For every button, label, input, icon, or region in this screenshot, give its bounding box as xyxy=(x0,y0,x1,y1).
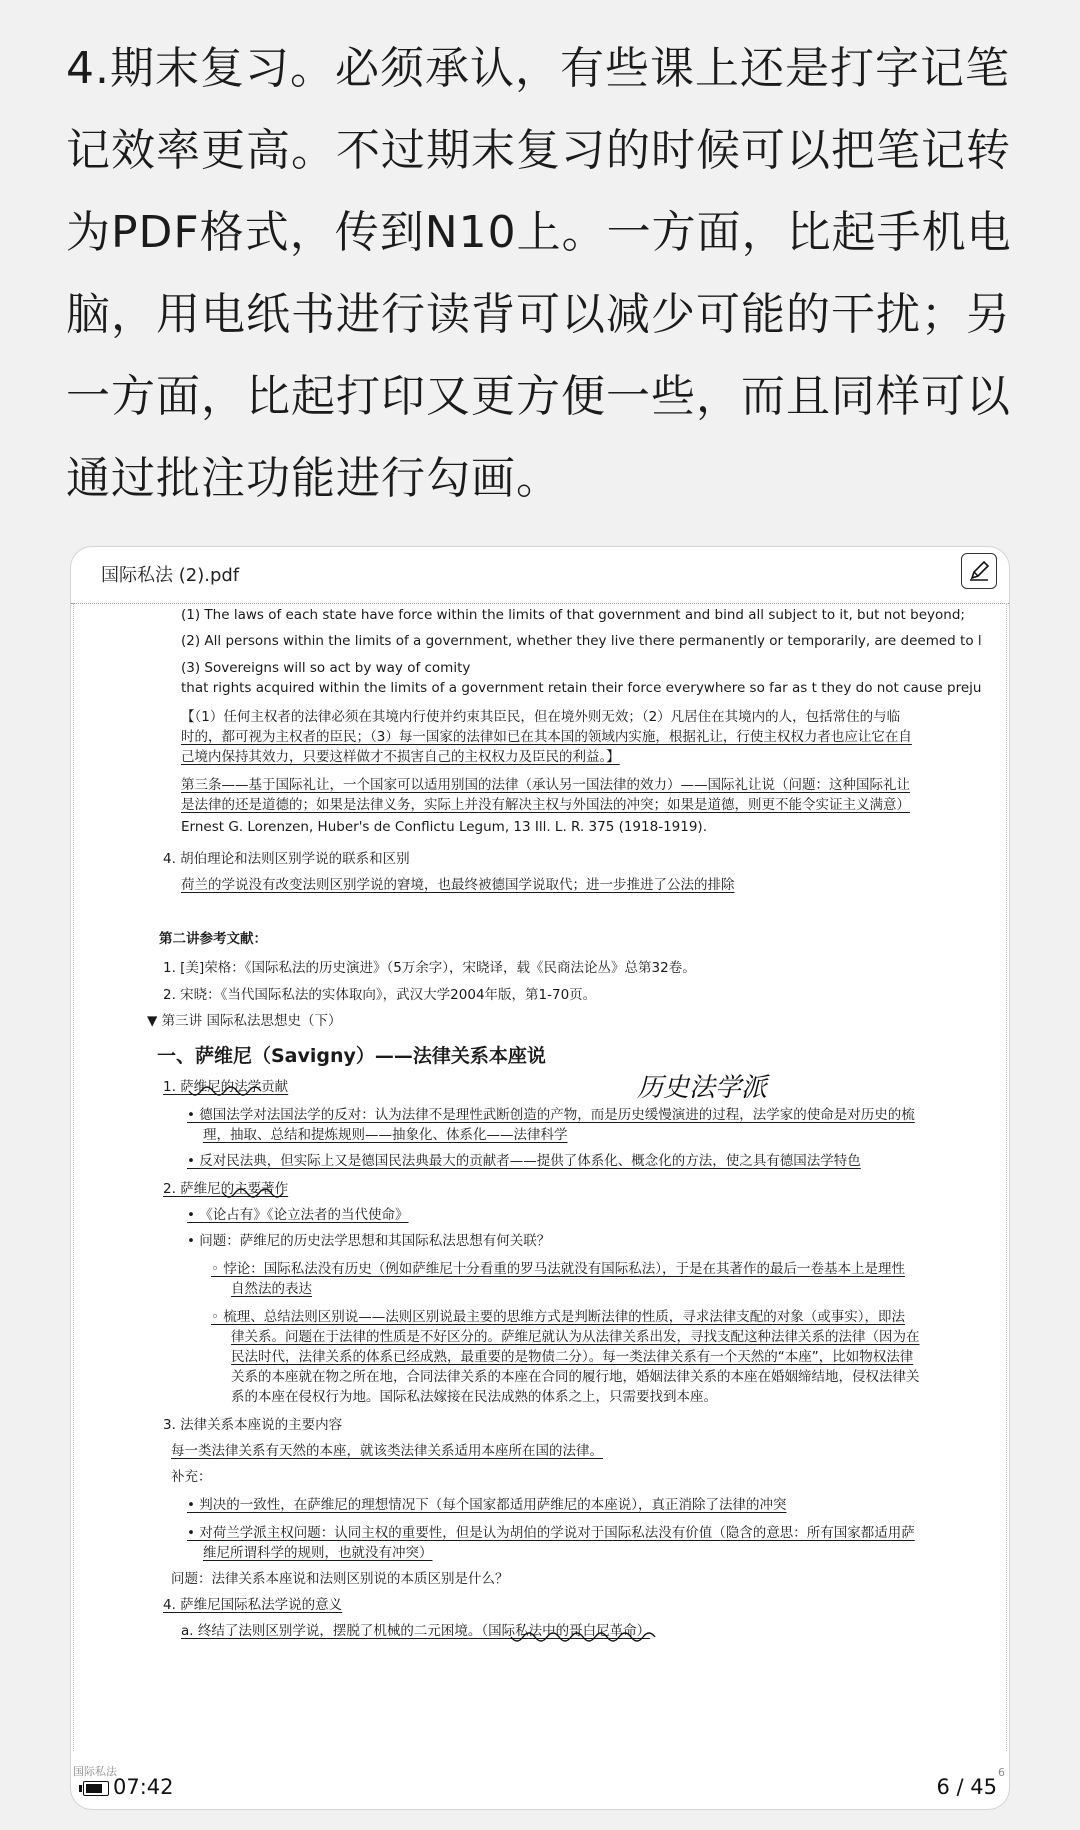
wavy-underline-ink xyxy=(511,1633,655,1641)
doc-subbullet-cont: 民法时代，法律关系的体系已经成熟，最重要的是物债二分）。每一类法律关系有一个天然的“本座”，比如物权法律 xyxy=(231,1349,914,1365)
doc-line-underlined: 每一类法律关系有天然的本座，就该类法律关系适用本座所在国的法律。 xyxy=(171,1443,603,1459)
clock: 07:42 xyxy=(113,1775,174,1799)
doc-line: (1) The laws of each state have force within the limits of that government and bind all subject to it, but not beyond; xyxy=(181,607,965,623)
footer-page-number: 6 xyxy=(998,1766,1005,1779)
doc-line-underlined: 第三条——基于国际礼让，一个国家可以适用别国的法律（承认另一国法律的效力）——国际礼让说（问题：这种国际礼让 xyxy=(181,777,910,793)
doc-line: (2) All persons within the limits of a government, whether they live there permanently or temporarily, are deemed to l xyxy=(181,633,982,649)
doc-bullet: • 《论占有》《论立法者的当代使命》 xyxy=(187,1207,409,1223)
doc-subheading: 2. 萨维尼的主要著作 xyxy=(163,1181,289,1197)
doc-bullet-cont: 维尼所谓科学的规则，也就没有冲突） xyxy=(203,1545,433,1561)
doc-collapsible-heading[interactable]: ▼ 第三讲 国际私法思想史（下） xyxy=(147,1013,342,1029)
doc-line: 问题：法律关系本座说和法则区别说的本质区别是什么？ xyxy=(171,1571,509,1587)
doc-subbullet-cont: 关系的本座就在物之所在地，合同法律关系的本座在合同的履行地，婚姻法律关系的本座在婚姻缔结地，侵权法律关 xyxy=(231,1369,920,1385)
doc-citation: Ernest G. Lorenzen, Huber's de Conflictu Legum, 13 Ill. L. R. 375 (1918-1919). xyxy=(181,819,707,835)
doc-reference: 1. [美]荣格：《国际私法的历史演进》（5万余字），宋晓译，载《民商法论丛》总第32卷。 xyxy=(163,960,696,976)
doc-line-underlined: 是法律的还是道德的；如果是法律义务，实际上并没有解决主权与外国法的冲突；如果是道德，则更不能令实证主义满意） xyxy=(181,797,910,813)
doc-bullet-cont: 理，抽取、总结和提炼规则——抽象化、体系化——法律科学 xyxy=(203,1127,568,1143)
ink-annotations xyxy=(71,547,1009,1809)
footer-doc-name: 国际私法 xyxy=(73,1765,117,1778)
doc-subheading: 4. 萨维尼国际私法学说的意义 xyxy=(163,1597,343,1613)
wavy-underline-ink xyxy=(189,1087,261,1095)
wavy-underline-ink xyxy=(223,1189,283,1197)
doc-line: 【（1）任何主权者的法律必须在其境内行使并约束其臣民，但在境外则无效；（2）凡居住在其境内的人，包括常住的与临 xyxy=(181,709,901,725)
status-bar xyxy=(71,1769,1009,1809)
doc-subbullet-cont: 自然法的表达 xyxy=(231,1281,312,1297)
handwritten-annotation: 历史法学派 xyxy=(637,1073,768,1103)
doc-line: that rights acquired within the limits of a government retain their force everywhere so far as t they do not cause preju xyxy=(181,680,982,696)
pdf-page-content[interactable] xyxy=(71,547,1009,1809)
page-indicator[interactable]: 6 / 45 xyxy=(936,1775,997,1799)
file-title: 国际私法 (2).pdf xyxy=(101,565,240,586)
doc-heading: 4. 胡伯理论和法则区别学说的联系和区别 xyxy=(163,851,410,867)
doc-bullet: • 德国法学对法国法学的反对：认为法律不是理性武断创造的产物，而是历史缓慢演进的过程，法学家的使命是对历史的梳 xyxy=(187,1107,915,1123)
doc-bullet: • 问题：萨维尼的历史法学思想和其国际私法思想有何关联？ xyxy=(187,1233,551,1249)
doc-line: (3) Sovereigns will so act by way of comity xyxy=(181,660,471,676)
doc-bullet: • 反对民法典，但实际上又是德国民法典最大的贡献者——提供了体系化、概念化的方法，使之具有德国法学特色 xyxy=(187,1153,861,1169)
doc-line-underlined: 荷兰的学说没有改变法则区别学说的窘境，也最终被德国学说取代；进一步推进了公法的排除 xyxy=(181,877,735,893)
doc-line-underlined: 时的，都可视为主权者的臣民；（3）每一国家的法律如已在其本国的领域内实施，根据礼让，行使主权权力者也应让它在自 xyxy=(181,729,912,745)
doc-subheading: 3. 法律关系本座说的主要内容 xyxy=(163,1417,343,1433)
pdf-viewer-screenshot xyxy=(70,546,1010,1810)
doc-line: 补充： xyxy=(171,1469,212,1485)
doc-list-item: a. 终结了法则区别学说，摆脱了机械的二元困境。（国际私法中的哥白尼革命） xyxy=(181,1623,651,1639)
doc-reference: 2. 宋晓：《当代国际私法的实体取向》，武汉大学2004年版，第1-70页。 xyxy=(163,987,597,1003)
doc-h1: 一、萨维尼（Savigny）——法律关系本座说 xyxy=(157,1045,546,1067)
doc-subbullet: ◦ 梳理、总结法则区别说——法则区别说最主要的思维方式是判断法律的性质，寻求法律支配的对象（或事实），即法 xyxy=(211,1309,906,1325)
doc-bullet: • 对荷兰学派主权问题：认同主权的重要性，但是认为胡伯的学说对于国际私法没有价值（隐含的意思：所有国家都适用萨 xyxy=(187,1525,915,1541)
doc-section-label: 第二讲参考文献： xyxy=(159,931,267,947)
doc-subbullet-cont: 系的本座在侵权行为地。国际私法嫁接在民法成熟的体系之上，只需要找到本座。 xyxy=(231,1389,717,1405)
doc-bullet: • 判决的一致性，在萨维尼的理想情况下（每个国家都适用萨维尼的本座说），真正消除了法律的冲突 xyxy=(187,1497,787,1513)
article-paragraph: 4.期末复习。必须承认，有些课上还是打字记笔记效率更高。不过期末复习的时候可以把笔记转为PDF格式，传到N10上。一方面，比起手机电脑，用电纸书进行读背可以减少可能的干扰；另一方面，比起打印又更方便一些，而且同样可以通过批注功能进行勾画。 xyxy=(66,43,1012,504)
doc-subbullet: ◦ 悖论：国际私法没有历史（例如萨维尼十分看重的罗马法就没有国际私法），于是在其著作的最后一卷基本上是理性 xyxy=(211,1261,906,1277)
doc-line-underlined: 己境内保持其效力，只要这样做才不损害自己的主权权力及臣民的利益。】 xyxy=(181,749,620,765)
doc-subheading: 1. 萨维尼的法学贡献 xyxy=(163,1079,289,1095)
doc-subbullet-cont: 律关系。问题在于法律的性质是不好区分的。萨维尼就认为从法律关系出发，寻找支配这种法律关系的法律（因为在 xyxy=(231,1329,920,1345)
battery-icon xyxy=(83,1781,109,1796)
